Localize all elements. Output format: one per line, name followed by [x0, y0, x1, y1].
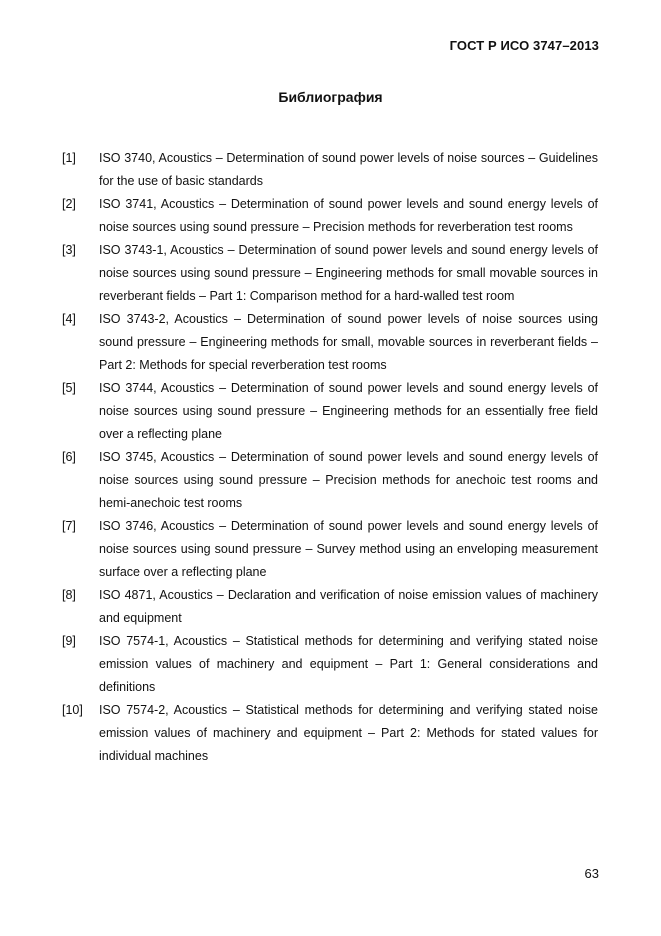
reference-item — [62, 515, 598, 584]
reference-number: [9] — [62, 634, 76, 648]
reference-number: [2] — [62, 197, 76, 211]
bibliography-list — [62, 147, 598, 768]
reference-number: [8] — [62, 588, 76, 602]
reference-number: [3] — [62, 243, 76, 257]
reference-text: ISO 4871, Acoustics – Declaration and verification of noise emission values of machinery and equipment — [99, 588, 598, 625]
reference-item — [62, 239, 598, 308]
reference-text: ISO 3744, Acoustics – Determination of sound power levels and sound energy levels of noise sources using sound pressure – Engineering methods for an essentially free field over a reflecting plane — [99, 381, 598, 441]
reference-number: [7] — [62, 519, 76, 533]
reference-item — [62, 147, 598, 193]
reference-text: ISO 3740, Acoustics – Determination of sound power levels of noise sources – Guidelines for the use of basic standards — [99, 151, 598, 188]
reference-item — [62, 446, 598, 515]
reference-item — [62, 193, 598, 239]
reference-number: [10] — [62, 703, 83, 717]
reference-text: ISO 7574-1, Acoustics – Statistical methods for determining and verifying stated noise emission values of machinery and equipment – Part 1: General considerations and definitions — [99, 634, 598, 694]
reference-number: [6] — [62, 450, 76, 464]
reference-text: ISO 3743-1, Acoustics – Determination of sound power levels and sound energy levels of noise sources using sound pressure – Engineering methods for small movable sources in reverberant fields – Part 1: Comparison method for a hard-walled test room — [99, 243, 598, 303]
reference-item — [62, 630, 598, 699]
standard-code: ГОСТ Р ИСО 3747–2013 — [449, 38, 599, 53]
page-title: Библиография — [278, 89, 383, 105]
reference-text: ISO 3741, Acoustics – Determination of sound power levels and sound energy levels of noise sources using sound pressure – Precision methods for reverberation test rooms — [99, 197, 598, 234]
reference-item — [62, 699, 598, 768]
page-number: 63 — [584, 866, 599, 881]
reference-number: [1] — [62, 151, 76, 165]
reference-text: ISO 3746, Acoustics – Determination of sound power levels and sound energy levels of noise sources using sound pressure – Survey method using an enveloping measurement surface over a reflecting plane — [99, 519, 598, 579]
reference-number: [5] — [62, 381, 76, 395]
reference-text: ISO 3745, Acoustics – Determination of sound power levels and sound energy levels of noise sources using sound pressure – Precision methods for anechoic test rooms and hemi-anechoic test rooms — [99, 450, 598, 510]
reference-item — [62, 377, 598, 446]
reference-text: ISO 3743-2, Acoustics – Determination of sound power levels of noise sources using sound pressure – Engineering methods for small, movable sources in reverberant fields – Part 2: Methods for special reverberation test rooms — [99, 312, 598, 372]
reference-text: ISO 7574-2, Acoustics – Statistical methods for determining and verifying stated noise emission values of machinery and equipment – Part 2: Methods for stated values for individual machines — [99, 703, 598, 763]
reference-item — [62, 584, 598, 630]
reference-item — [62, 308, 598, 377]
reference-number: [4] — [62, 312, 76, 326]
